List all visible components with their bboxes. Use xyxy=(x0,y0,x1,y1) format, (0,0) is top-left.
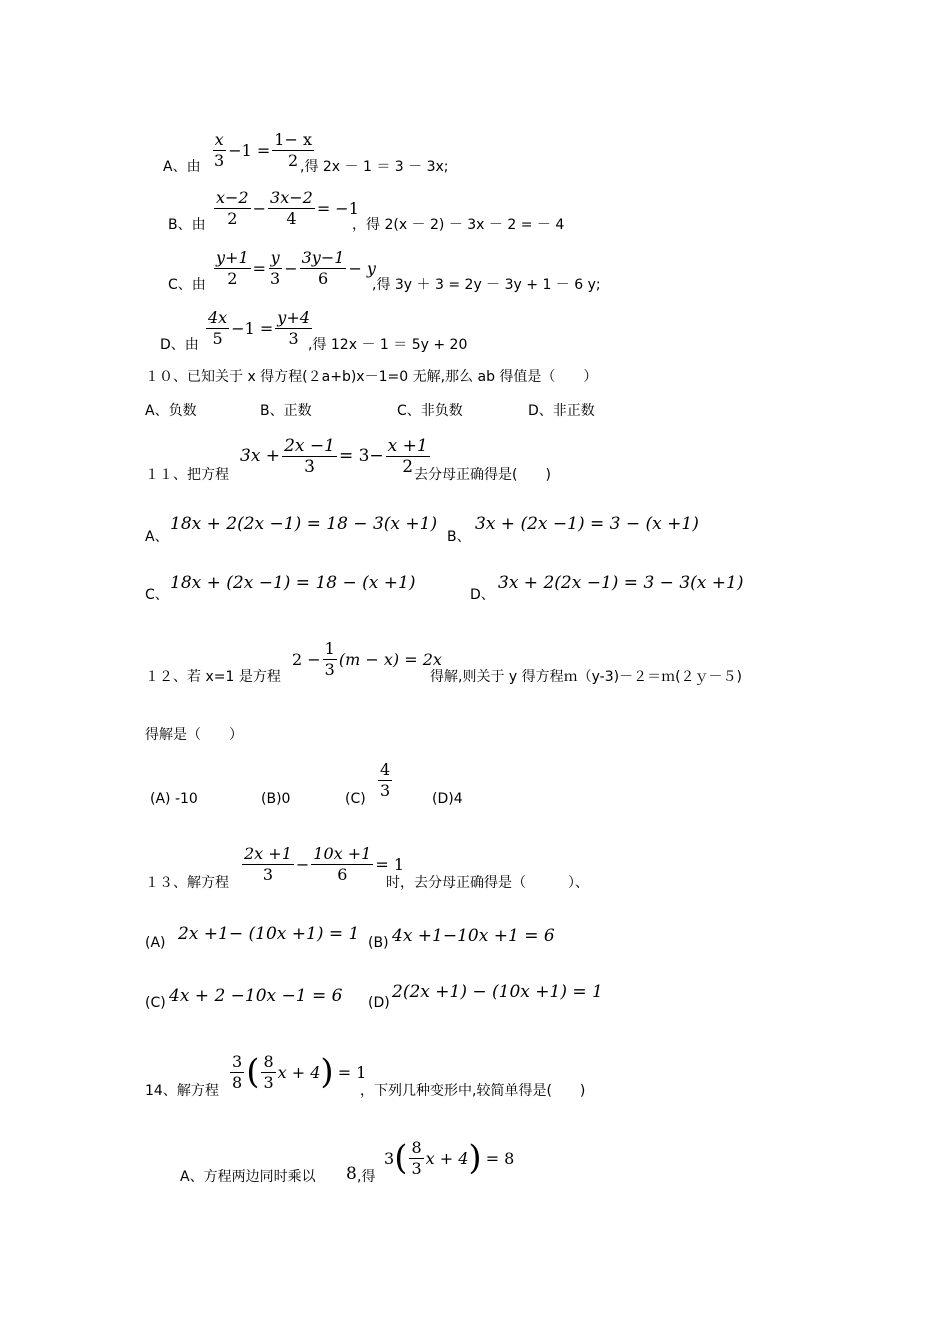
q14-option-a-equation: 3 ( $\frac{8}{3}$ x + 4 ) = 8 xyxy=(384,1137,515,1178)
q13-option-a: 2x +1− (10x +1) = 1 xyxy=(178,924,360,944)
q11-stem-suffix: 去分母正确得是( ) xyxy=(414,467,551,483)
q10-option-c: C、非负数 xyxy=(397,403,463,419)
q9-c-equation: $\frac{y+1}{2}$ = $\frac{y}{3}$ − $\frac{3y-1}{6}$ − y xyxy=(216,247,376,288)
q10-option-b: B、正数 xyxy=(260,403,312,419)
q12-option-a: (A) -10 xyxy=(150,791,198,807)
q11-option-c: 18x + (2x −1) = 18 − (x +1) xyxy=(170,573,416,593)
q11-equation: 3x + $\frac{2x -1}{3}$ = 3− $\frac{x +1}{2}$ xyxy=(240,435,428,477)
q12-option-c-fraction: $\frac{4}{3}$ xyxy=(380,759,391,800)
q13-option-a-label: (A) xyxy=(145,935,166,951)
q9-d-equation: $\frac{4x}{5}$ −1 = $\frac{y+4}{3}$ xyxy=(208,307,310,348)
q14-option-a-eight: 8 xyxy=(346,1164,357,1184)
q11-option-b-label: B、 xyxy=(447,529,471,545)
q9-b-equation: $\frac{x-2}{2}$ − $\frac{3x-2}{4}$ = −1 xyxy=(216,187,359,228)
q11-option-c-label: C、 xyxy=(145,587,169,603)
q13-equation: $\frac{2x +1}{3}$ − $\frac{10x +1}{6}$ = 1 xyxy=(244,843,405,884)
q13-stem-prefix: １３、解方程 xyxy=(145,875,229,891)
q9-a-result: ,得 2x － 1 ＝ 3 － 3x; xyxy=(300,159,449,175)
q10-option-a: A、负数 xyxy=(145,403,197,419)
q13-stem-suffix: 时，去分母正确得是（ ）、 xyxy=(386,875,589,891)
q9-c-prefix: C、由 xyxy=(168,277,206,293)
q12-option-d: (D)4 xyxy=(432,791,463,807)
q14-equation: $\frac{3}{8}$ ( $\frac{8}{3}$ x + 4 ) = 1 xyxy=(232,1051,367,1092)
q10-stem: １０、已知关于 x 得方程(２a+b)x－1=0 无解,那么 ab 得值是（ ） xyxy=(145,369,598,385)
q9-a-prefix: A、由 xyxy=(163,159,201,175)
q9-d-result: ,得 12x － 1 ＝ 5y + 20 xyxy=(308,337,468,353)
q13-option-c: 4x + 2 −10x −1 = 6 xyxy=(169,986,343,1006)
q12-equation: 2 − $\frac{1}{3}$ (m − x) = 2x xyxy=(292,638,442,679)
q10-option-d: D、非正数 xyxy=(528,403,595,419)
q9-b-prefix: B、由 xyxy=(168,217,206,233)
q9-c-result: ,得 3y ＋ 3 = 2y － 3y + 1 － 6 y; xyxy=(372,277,601,293)
q13-option-c-label: (C) xyxy=(145,995,166,1011)
q14-option-a-prefix: A、方程两边同时乘以 xyxy=(180,1169,316,1185)
q11-option-b: 3x + (2x −1) = 3 − (x +1) xyxy=(475,514,699,534)
q11-option-d-label: D、 xyxy=(470,587,495,603)
q13-option-d-label: (D) xyxy=(368,995,390,1011)
q13-option-d: 2(2x +1) − (10x +1) = 1 xyxy=(392,982,603,1002)
q9-b-result: ，得 2(x － 2) － 3x － 2 = － 4 xyxy=(352,217,565,233)
q11-option-d: 3x + 2(2x −1) = 3 − 3(x +1) xyxy=(498,573,744,593)
q11-option-a-label: A、 xyxy=(145,529,169,545)
q12-option-c-label: (C) xyxy=(345,791,366,807)
q14-option-a-mid: ,得 xyxy=(357,1169,376,1185)
q12-stem-suffix: 得解,则关于 y 得方程ｍ（y-3)－２＝ｍ(２ｙ－５) xyxy=(430,669,743,685)
q9-d-prefix: D、由 xyxy=(160,337,199,353)
q14-stem-suffix: ，下列几种变形中,较简单得是( ) xyxy=(360,1083,586,1099)
q12-stem-prefix: １２、若 x=1 是方程 xyxy=(145,669,281,685)
q9-a-equation: $\frac{x}{3}$ −1 = $\frac{1- x}{2}$ xyxy=(214,129,312,170)
q13-option-b: 4x +1−10x +1 = 6 xyxy=(392,926,555,946)
q11-option-a: 18x + 2(2x −1) = 18 − 3(x +1) xyxy=(170,514,438,534)
q12-option-b: (B)0 xyxy=(261,791,291,807)
q11-stem-prefix: １１、把方程 xyxy=(145,467,229,483)
q14-stem-prefix: 14、解方程 xyxy=(145,1083,219,1099)
q12-stem-line2: 得解是（ ） xyxy=(145,727,243,743)
q13-option-b-label: (B) xyxy=(368,935,389,951)
